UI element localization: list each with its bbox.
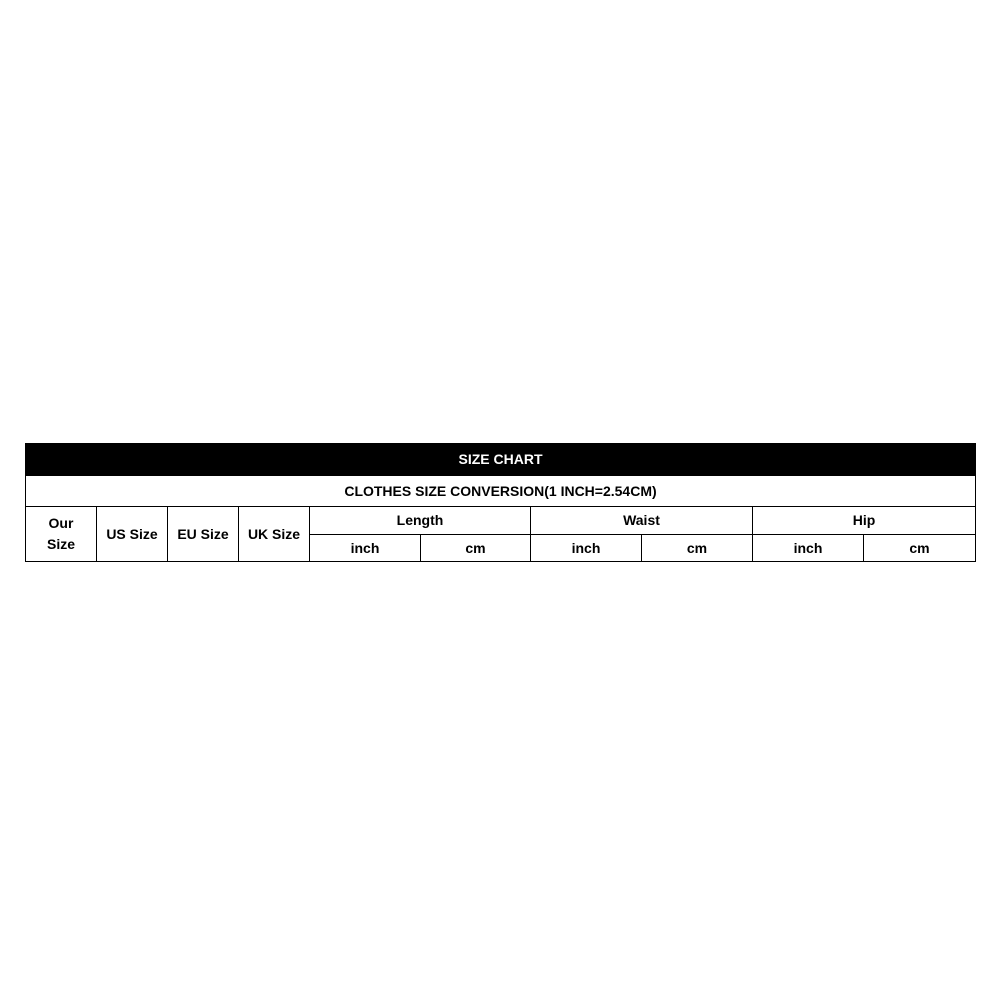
header-eu-size: EU Size (168, 507, 239, 562)
hip-cm-header: cm (864, 535, 976, 562)
size-conversion-subtitle: CLOTHES SIZE CONVERSION(1 INCH=2.54CM) (26, 476, 976, 507)
header-length: Length (310, 507, 531, 535)
header-uk-size: UK Size (239, 507, 310, 562)
header-our-size (26, 507, 97, 562)
length-cm-header: cm (421, 535, 531, 562)
title-row (26, 444, 976, 476)
waist-cm-header: cm (642, 535, 753, 562)
size-chart-table (25, 443, 976, 562)
header-hip: Hip (753, 507, 976, 535)
subtitle-row (26, 476, 976, 507)
waist-inch-header: inch (531, 535, 642, 562)
header-our-size-label: Our Size (46, 515, 75, 552)
header-row (26, 507, 976, 535)
hip-inch-header: inch (753, 535, 864, 562)
size-chart-title: SIZE CHART (26, 444, 976, 476)
header-us-size: US Size (97, 507, 168, 562)
length-inch-header: inch (310, 535, 421, 562)
header-waist: Waist (531, 507, 753, 535)
